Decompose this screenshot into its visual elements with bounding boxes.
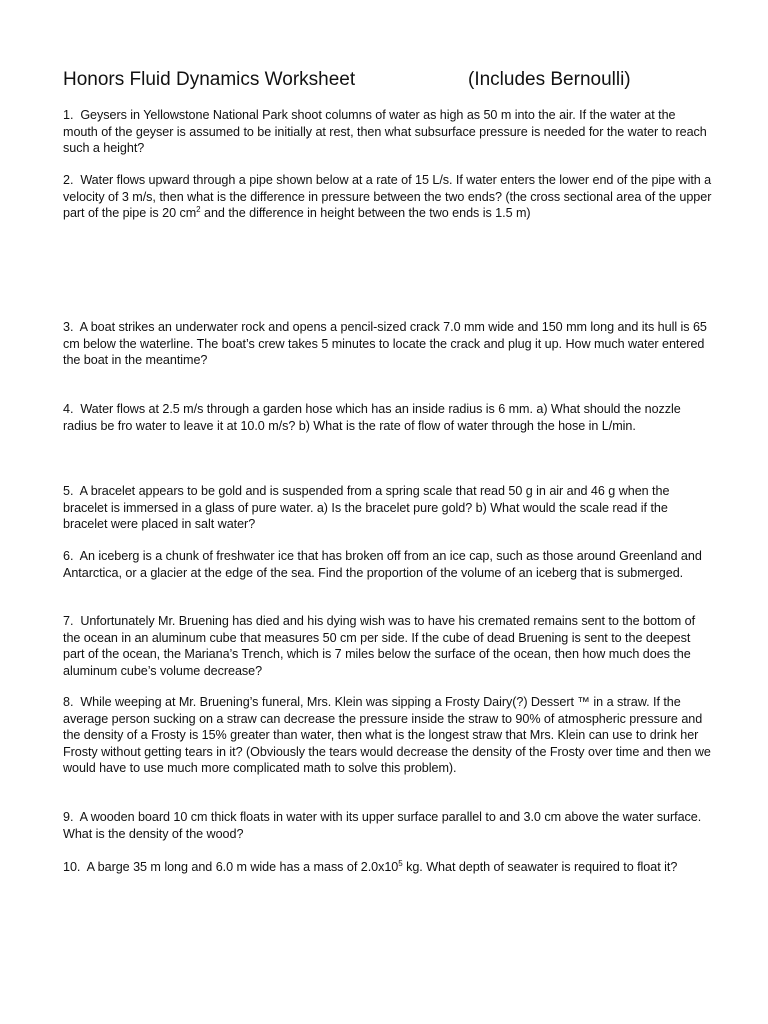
- question-4: [63, 401, 713, 434]
- question-number: 9.: [63, 810, 74, 824]
- question-text-continued: and the difference in height between the two ends is 1.5 m): [200, 206, 531, 220]
- question-text: A barge 35 m long and 6.0 m wide has a mass of 2.0x10: [86, 860, 399, 874]
- question-text: Unfortunately Mr. Bruening has died and his dying wish was to have his cremated remains sent to the bottom of the ocean in an aluminum cube that measures 50 cm per side. If the cube of dead Bruening is sent to the deepest part of the ocean, the Mariana’s Trench, which is 7 miles below the surface of the ocean, then how much does the aluminum cube’s volume decrease?: [63, 614, 696, 678]
- question-text: A boat strikes an underwater rock and opens a pencil-sized crack 7.0 mm wide and 150 mm long and its hull is 65 cm below the waterline. The boat’s crew takes 5 minutes to locate the crack and plug it up. How much water entered the boat in the meantime?: [63, 320, 707, 367]
- question-text: A bracelet appears to be gold and is suspended from a spring scale that read 50 g in air and 46 g when the bracelet is immersed in a glass of pure water. a) Is the bracelet pure gold? b) What would the scale read if the bracelet were placed in salt water?: [63, 484, 670, 531]
- worksheet-header: [63, 66, 743, 94]
- worksheet-subtitle: (Includes Bernoulli): [468, 69, 631, 90]
- question-6: [63, 548, 713, 581]
- question-number: 2.: [63, 173, 74, 187]
- question-text: While weeping at Mr. Bruening’s funeral, Mrs. Klein was sipping a Frosty Dairy(?) Dessert ™ in a straw. If the average person sucking on a straw can decrease the pressure inside the straw to 90% of atmospheric pressure and the density of a Frosty is 15% greater than water, then what is the longest straw that Mrs. Klein can use to drink her Frosty without getting tears in it? (Obviously the tears would decrease the density of the Frosty over time and then we would have to use much more complicated math to solve this problem).: [63, 695, 711, 775]
- question-8: [63, 694, 713, 777]
- question-3: [63, 319, 713, 369]
- question-text: Water flows upward through a pipe shown below at a rate of 15 L/s. If water enters the lower end of the pipe with a velocity of 3 m/s, then what is the difference in pressure between the two ends? (the cross sectional area of the upper part of the pipe is 20 cm: [63, 173, 712, 220]
- question-text: Water flows at 2.5 m/s through a garden hose which has an inside radius is 6 mm. a) What should the nozzle radius be fro water to leave it at 10.0 m/s? b) What is the rate of flow of water through the hose in L/min.: [63, 402, 681, 433]
- question-number: 10.: [63, 860, 81, 874]
- question-5: [63, 483, 713, 533]
- question-number: 6.: [63, 549, 74, 563]
- question-number: 3.: [63, 320, 74, 334]
- question-2: [63, 172, 713, 222]
- question-10: [63, 859, 713, 876]
- question-number: 4.: [63, 402, 74, 416]
- superscript: 2: [196, 205, 201, 214]
- question-1: [63, 107, 713, 157]
- question-text-continued: kg. What depth of seawater is required to float it?: [402, 860, 678, 874]
- worksheet-title: Honors Fluid Dynamics Worksheet: [63, 69, 356, 90]
- question-9: [63, 809, 713, 842]
- question-number: 7.: [63, 614, 74, 628]
- question-number: 5.: [63, 484, 74, 498]
- question-number: 1.: [63, 108, 74, 122]
- question-number: 8.: [63, 695, 74, 709]
- question-text: Geysers in Yellowstone National Park shoot columns of water as high as 50 m into the air. If the water at the mouth of the geyser is assumed to be initially at rest, then what subsurface pressure is needed for the water to reach such a height?: [63, 108, 707, 155]
- question-text: An iceberg is a chunk of freshwater ice that has broken off from an ice cap, such as those around Greenland and Antarctica, or a glacier at the edge of the sea. Find the proportion of the volume of an iceberg that is submerged.: [63, 549, 702, 580]
- question-text: A wooden board 10 cm thick floats in water with its upper surface parallel to and 3.0 cm above the water surface. What is the density of the wood?: [63, 810, 702, 841]
- superscript: 5: [398, 859, 403, 868]
- question-7: [63, 613, 713, 679]
